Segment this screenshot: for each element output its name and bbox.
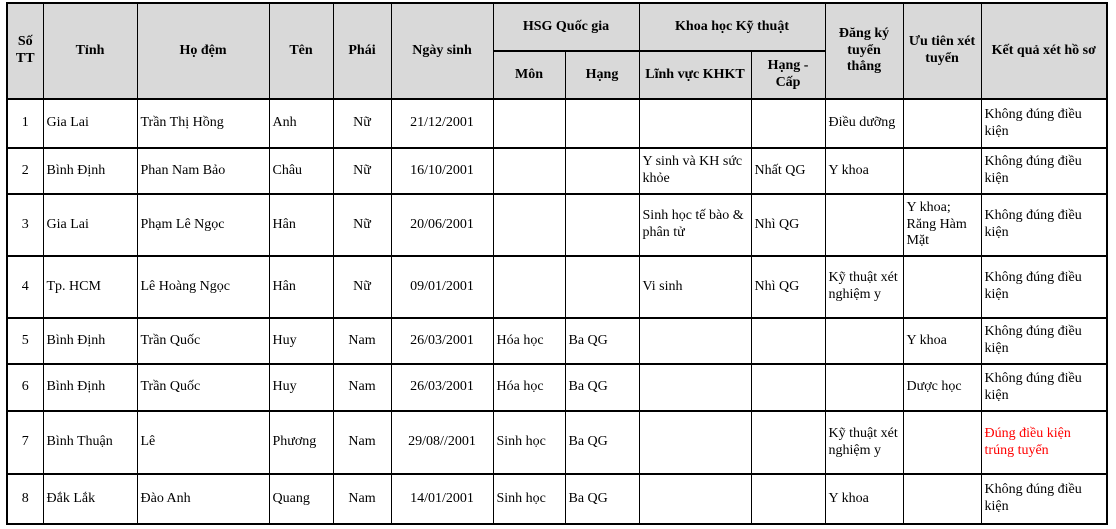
cell-tinh: Đắk Lắk xyxy=(43,474,137,524)
cell-ho-dem: Trần Quốc xyxy=(137,364,269,411)
cell-linh-vuc: Sinh học tế bào & phân tử xyxy=(639,194,751,256)
cell-dang-ky xyxy=(825,318,903,364)
table-row xyxy=(7,99,1107,148)
col-header-ten: Tên xyxy=(269,3,333,99)
cell-mon: Hóa học xyxy=(493,318,565,364)
cell-hang xyxy=(565,148,639,194)
cell-uu-tien xyxy=(903,99,981,148)
cell-hang-cap xyxy=(751,411,825,474)
cell-phai: Nam xyxy=(333,318,391,364)
cell-ngay-sinh: 26/03/2001 xyxy=(391,318,493,364)
cell-ket-qua: Đúng điều kiện trúng tuyển xyxy=(981,411,1107,474)
cell-ket-qua: Không đúng điều kiện xyxy=(981,318,1107,364)
col-header-phai: Phái xyxy=(333,3,391,99)
cell-ho-dem: Trần Quốc xyxy=(137,318,269,364)
table-row xyxy=(7,318,1107,364)
cell-phai: Nữ xyxy=(333,99,391,148)
table-row xyxy=(7,474,1107,524)
cell-linh-vuc xyxy=(639,99,751,148)
cell-ho-dem: Lê Hoàng Ngọc xyxy=(137,256,269,318)
cell-ket-qua: Không đúng điều kiện xyxy=(981,194,1107,256)
cell-ten: Huy xyxy=(269,318,333,364)
col-header-ket-qua-xet-ho-so: Kết quả xét hồ sơ xyxy=(981,3,1107,99)
cell-phai: Nữ xyxy=(333,256,391,318)
cell-mon xyxy=(493,194,565,256)
cell-uu-tien: Y khoa xyxy=(903,318,981,364)
cell-dang-ky: Y khoa xyxy=(825,474,903,524)
cell-linh-vuc xyxy=(639,364,751,411)
cell-phai: Nữ xyxy=(333,194,391,256)
cell-ten: Hân xyxy=(269,194,333,256)
cell-uu-tien xyxy=(903,256,981,318)
cell-ket-qua: Không đúng điều kiện xyxy=(981,256,1107,318)
table-row xyxy=(7,411,1107,474)
cell-ngay-sinh: 14/01/2001 xyxy=(391,474,493,524)
cell-hang xyxy=(565,99,639,148)
cell-stt: 6 xyxy=(7,364,43,411)
cell-ho-dem: Đào Anh xyxy=(137,474,269,524)
cell-uu-tien xyxy=(903,474,981,524)
cell-ngay-sinh: 20/06/2001 xyxy=(391,194,493,256)
cell-ket-qua: Không đúng điều kiện xyxy=(981,148,1107,194)
cell-ngay-sinh: 29/08//2001 xyxy=(391,411,493,474)
cell-ten: Hân xyxy=(269,256,333,318)
cell-hang-cap: Nhất QG xyxy=(751,148,825,194)
cell-ho-dem: Lê xyxy=(137,411,269,474)
cell-uu-tien: Dược học xyxy=(903,364,981,411)
cell-stt: 1 xyxy=(7,99,43,148)
cell-stt: 4 xyxy=(7,256,43,318)
cell-ten: Huy xyxy=(269,364,333,411)
cell-ten: Châu xyxy=(269,148,333,194)
cell-dang-ky xyxy=(825,364,903,411)
cell-hang-cap xyxy=(751,99,825,148)
cell-phai: Nam xyxy=(333,364,391,411)
cell-hang: Ba QG xyxy=(565,318,639,364)
cell-hang-cap xyxy=(751,364,825,411)
cell-tinh: Gia Lai xyxy=(43,194,137,256)
cell-phai: Nam xyxy=(333,474,391,524)
cell-phai: Nữ xyxy=(333,148,391,194)
cell-stt: 7 xyxy=(7,411,43,474)
cell-uu-tien xyxy=(903,411,981,474)
cell-hang-cap: Nhì QG xyxy=(751,256,825,318)
cell-hang: Ba QG xyxy=(565,364,639,411)
cell-linh-vuc xyxy=(639,474,751,524)
col-header-uu-tien-xet-tuyen: Ưu tiên xét tuyển xyxy=(903,3,981,99)
cell-ngay-sinh: 21/12/2001 xyxy=(391,99,493,148)
table-row xyxy=(7,194,1107,256)
col-header-tinh: Tỉnh xyxy=(43,3,137,99)
cell-dang-ky: Điều dưỡng xyxy=(825,99,903,148)
cell-mon: Hóa học xyxy=(493,364,565,411)
cell-hang: Ba QG xyxy=(565,474,639,524)
cell-linh-vuc: Y sinh và KH sức khỏe xyxy=(639,148,751,194)
cell-hang xyxy=(565,256,639,318)
cell-dang-ky: Kỹ thuật xét nghiệm y xyxy=(825,256,903,318)
cell-hang-cap xyxy=(751,474,825,524)
cell-ket-qua: Không đúng điều kiện xyxy=(981,364,1107,411)
cell-tinh: Gia Lai xyxy=(43,99,137,148)
cell-dang-ky: Kỹ thuật xét nghiệm y xyxy=(825,411,903,474)
cell-mon xyxy=(493,148,565,194)
cell-tinh: Bình Định xyxy=(43,318,137,364)
table-row xyxy=(7,364,1107,411)
cell-stt: 3 xyxy=(7,194,43,256)
cell-stt: 8 xyxy=(7,474,43,524)
cell-dang-ky xyxy=(825,194,903,256)
cell-ten: Quang xyxy=(269,474,333,524)
cell-hang xyxy=(565,194,639,256)
cell-ket-qua: Không đúng điều kiện xyxy=(981,99,1107,148)
col-header-so-tt: Số TT xyxy=(7,3,43,99)
header-row-1 xyxy=(7,3,1107,51)
cell-linh-vuc: Vi sinh xyxy=(639,256,751,318)
cell-mon: Sinh học xyxy=(493,474,565,524)
col-header-hang-cap: Hạng - Cấp xyxy=(751,51,825,99)
cell-hang-cap: Nhì QG xyxy=(751,194,825,256)
col-header-hang: Hạng xyxy=(565,51,639,99)
col-header-dang-ky-tuyen-thang: Đăng ký tuyển thẳng xyxy=(825,3,903,99)
cell-ho-dem: Phạm Lê Ngọc xyxy=(137,194,269,256)
cell-dang-ky: Y khoa xyxy=(825,148,903,194)
cell-linh-vuc xyxy=(639,411,751,474)
cell-tinh: Bình Thuận xyxy=(43,411,137,474)
cell-ten: Anh xyxy=(269,99,333,148)
cell-linh-vuc xyxy=(639,318,751,364)
cell-tinh: Bình Định xyxy=(43,148,137,194)
admission-results-table xyxy=(6,2,1108,525)
cell-ho-dem: Phan Nam Bảo xyxy=(137,148,269,194)
cell-uu-tien xyxy=(903,148,981,194)
group-header-hsg-quoc-gia: HSG Quốc gia xyxy=(493,3,639,51)
cell-hang: Ba QG xyxy=(565,411,639,474)
table-row xyxy=(7,148,1107,194)
group-header-khoa-hoc-ky-thuat: Khoa học Kỹ thuật xyxy=(639,3,825,51)
cell-uu-tien: Y khoa; Răng Hàm Mặt xyxy=(903,194,981,256)
col-header-mon: Môn xyxy=(493,51,565,99)
cell-tinh: Bình Định xyxy=(43,364,137,411)
cell-stt: 2 xyxy=(7,148,43,194)
cell-mon xyxy=(493,256,565,318)
cell-ho-dem: Trần Thị Hồng xyxy=(137,99,269,148)
cell-mon xyxy=(493,99,565,148)
col-header-ngay-sinh: Ngày sinh xyxy=(391,3,493,99)
table-row xyxy=(7,256,1107,318)
cell-ngay-sinh: 16/10/2001 xyxy=(391,148,493,194)
cell-phai: Nam xyxy=(333,411,391,474)
cell-ngay-sinh: 09/01/2001 xyxy=(391,256,493,318)
col-header-ho-dem: Họ đệm xyxy=(137,3,269,99)
cell-ket-qua: Không đúng điều kiện xyxy=(981,474,1107,524)
cell-hang-cap xyxy=(751,318,825,364)
cell-ten: Phương xyxy=(269,411,333,474)
cell-stt: 5 xyxy=(7,318,43,364)
cell-ngay-sinh: 26/03/2001 xyxy=(391,364,493,411)
cell-mon: Sinh học xyxy=(493,411,565,474)
cell-tinh: Tp. HCM xyxy=(43,256,137,318)
col-header-linh-vuc-khkt: Lĩnh vực KHKT xyxy=(639,51,751,99)
